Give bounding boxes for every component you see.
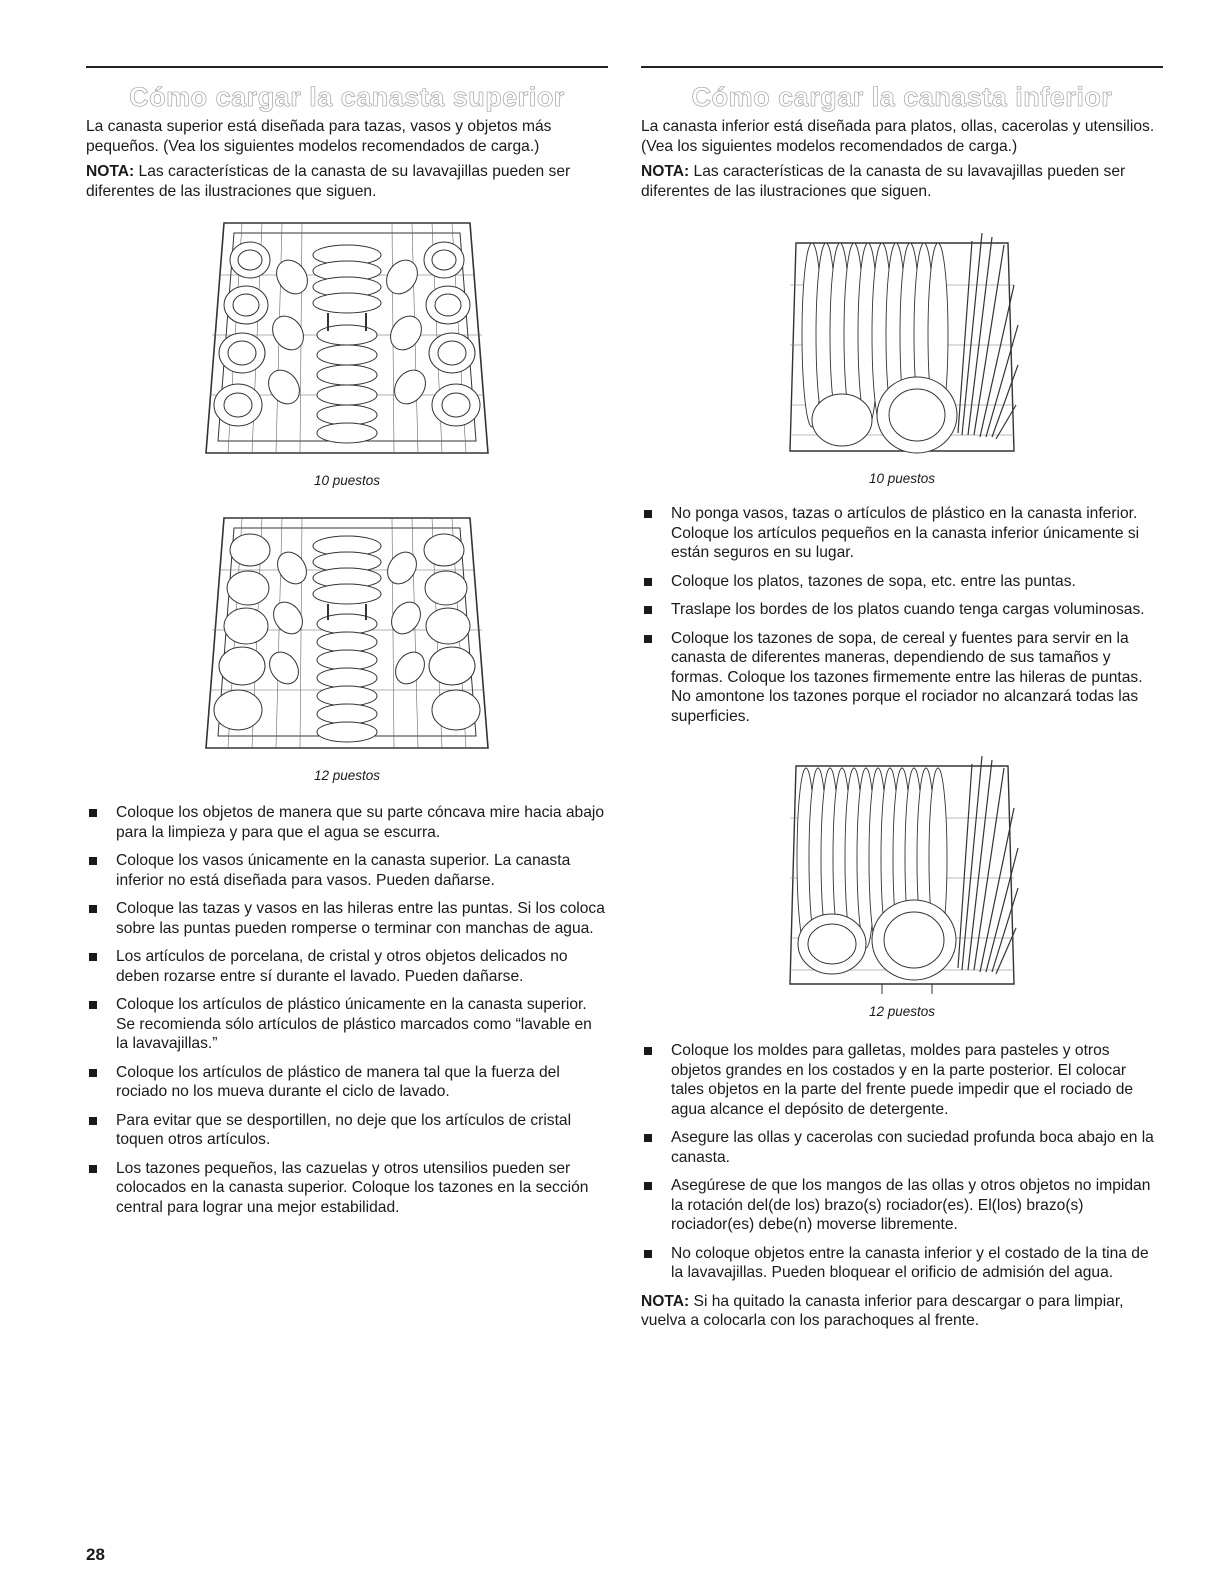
upper-rack-10-place-figure [86,215,608,488]
bullet-square-icon [644,606,652,614]
list-item: Coloque los artículos de plástico únicamente en la canasta superior. Se recomienda sólo artículos de plástico marcados como “lavable en la lavavajillas.” [86,995,608,1054]
list-item: Coloque los objetos de manera que su parte cóncava mire hacia abajo para la limpieza y para que el agua se escurra. [86,803,608,842]
note-label: NOTA: [86,163,135,180]
list-item: Los tazones pequeños, las cazuelas y otros utensilios pueden ser colocados en la canasta superior. Coloque los tazones en la sección central para lograr una mejor estabilidad. [86,1159,608,1218]
list-item: Coloque los tazones de sopa, de cereal y fuentes para servir en la canasta de diferentes maneras, dependiendo de sus tamaños y formas. Coloque los tazones firmemente entre las hileras de puntas. No amontone los tazones porque el rociador no alcanzará todas las superficies. [641,629,1163,727]
upper-rack-12-place-figure [86,510,608,783]
bullet-square-icon [644,1134,652,1142]
bullet-square-icon [89,1001,97,1009]
note-text: Las características de la canasta de su lavavajillas pueden ser diferentes de las ilustraciones que siguen. [641,163,1126,200]
list-item: No ponga vasos, tazas o artículos de plástico en la canasta inferior. Coloque los artículos pequeños en la canasta inferior únicamente si están seguros en su lugar. [641,504,1163,563]
bullet-square-icon [644,635,652,643]
list-item: Coloque las tazas y vasos en las hileras entre las puntas. Si los coloca sobre las puntas pueden romperse o terminar con manchas de agua. [86,899,608,938]
lower-rack-10-place-figure [641,225,1163,486]
upper-rack-10-place-illustration [202,215,492,467]
bullet-square-icon [644,1047,652,1055]
lower-rack-10-place-illustration [782,225,1022,465]
upper-rack-note [86,162,608,201]
bullet-square-icon [89,953,97,961]
left-column [86,66,608,1226]
bullet-square-icon [89,905,97,913]
upper-rack-12-place-illustration [202,510,492,762]
figure-caption-10: 10 puestos [868,471,936,486]
note-text: Las características de la canasta de su lavavajillas pueden ser diferentes de las ilustraciones que siguen. [86,163,571,200]
right-top-rule [641,66,1163,68]
lower-rack-title: Cómo cargar la canasta inferior [691,82,1113,112]
list-item: Para evitar que se desportillen, no deje que los artículos de cristal toquen otros artículos. [86,1111,608,1150]
figure-caption-12: 12 puestos [313,768,381,783]
note-label: NOTA: [641,163,690,180]
list-item: No coloque objetos entre la canasta inferior y el costado de la tina de la lavavajillas. Pueden bloquear el orificio de admisión del agua. [641,1244,1163,1283]
list-item: Coloque los platos, tazones de sopa, etc. entre las puntas. [641,572,1163,592]
list-item: Coloque los moldes para galletas, moldes para pasteles y otros objetos grandes en los costados y en la parte posterior. El colocar tales objetos en la parte del frente puede impedir que el rociado de agua alcance el depósito de detergente. [641,1041,1163,1119]
page-number: 28 [86,1545,105,1564]
bullet-square-icon [644,1250,652,1258]
bullet-square-icon [644,578,652,586]
list-item: Traslape los bordes de los platos cuando tenga cargas voluminosas. [641,600,1163,620]
figure-caption-12: 12 puestos [868,1004,936,1019]
lower-rack-bullet-list-2 [641,1041,1163,1283]
lower-rack-note [641,162,1163,201]
bullet-square-icon [644,1182,652,1190]
bullet-square-icon [644,510,652,518]
lower-rack-12-place-figure [641,748,1163,1019]
left-top-rule [86,66,608,68]
list-item: Los artículos de porcelana, de cristal y otros objetos delicados no deben rozarse entre sí durante el lavado. Pueden dañarse. [86,947,608,986]
lower-rack-12-place-illustration [782,748,1022,998]
right-column [641,66,1163,1337]
upper-rack-bullet-list [86,803,608,1217]
upper-rack-intro: La canasta superior está diseñada para tazas, vasos y objetos más pequeños. (Vea los siguientes modelos recomendados de carga.) [86,118,552,155]
upper-rack-title: Cómo cargar la canasta superior [129,82,565,112]
bullet-square-icon [89,1069,97,1077]
bullet-square-icon [89,1117,97,1125]
list-item: Asegúrese de que los mangos de las ollas y otros objetos no impidan la rotación del(de los) brazo(s) rociador(es). El(los) brazo(s) rociador(es) debe(n) moverse libremente. [641,1176,1163,1235]
lower-rack-bullet-list-1 [641,504,1163,726]
list-item: Coloque los artículos de plástico de manera tal que la fuerza del rociado no los mueva durante el ciclo de lavado. [86,1063,608,1102]
note-label: NOTA: [641,1292,690,1310]
list-item: Asegure las ollas y cacerolas con suciedad profunda boca abajo en la canasta. [641,1128,1163,1167]
bullet-square-icon [89,1165,97,1173]
bullet-square-icon [89,857,97,865]
bullet-square-icon [89,809,97,817]
lower-rack-final-note [641,1292,1163,1331]
figure-caption-10: 10 puestos [313,473,381,488]
list-item: Coloque los vasos únicamente en la canasta superior. La canasta inferior no está diseñada para vasos. Pueden dañarse. [86,851,608,890]
lower-rack-intro: La canasta inferior está diseñada para platos, ollas, cacerolas y utensilios. (Vea los siguientes modelos recomendados de carga.) [641,118,1155,155]
note-text: Si ha quitado la canasta inferior para descargar o para limpiar, vuelva a colocarla con los parachoques al frente. [641,1292,1124,1329]
